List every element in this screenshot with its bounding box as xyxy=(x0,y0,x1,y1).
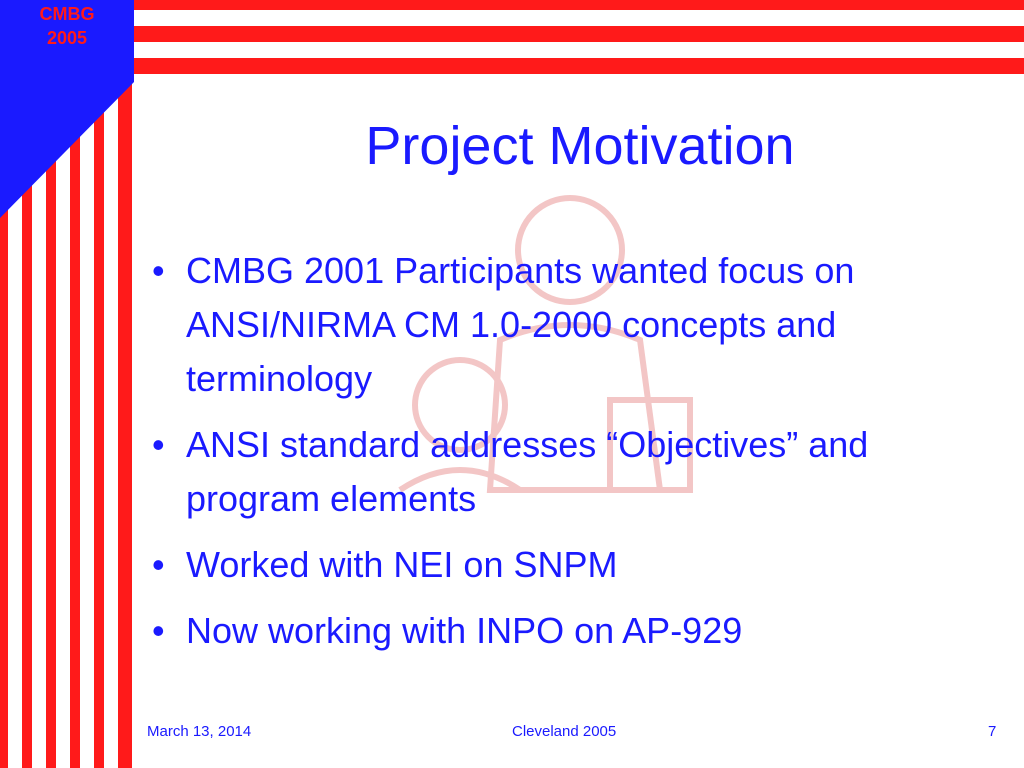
footer-date: March 13, 2014 xyxy=(147,723,252,740)
bullet-dot-icon: • xyxy=(152,424,165,465)
badge-line-1: CMBG xyxy=(39,4,95,24)
badge-line-2: 2005 xyxy=(46,28,88,48)
footer-page-number: 7 xyxy=(988,723,997,740)
bullet-dot-icon: • xyxy=(152,544,165,585)
bullet-item xyxy=(146,604,1006,658)
top-stripe-1 xyxy=(134,0,1024,10)
bullet-text: ANSI standard addresses “Objectives” and program elements xyxy=(186,424,869,519)
bullet-dot-icon: • xyxy=(152,250,165,291)
bullet-text: Worked with NEI on SNPM xyxy=(186,544,618,585)
bullet-item xyxy=(146,538,1006,592)
bullet-text: CMBG 2001 Participants wanted focus on ANSI/NIRMA CM 1.0-2000 concepts and terminology xyxy=(186,250,855,399)
bullet-list xyxy=(146,244,1006,670)
bullet-item xyxy=(146,418,1006,526)
side-stripe-6 xyxy=(118,0,132,768)
bullet-dot-icon: • xyxy=(152,610,165,651)
footer-event: Cleveland 2005 xyxy=(512,723,617,740)
slide-title: Project Motivation xyxy=(365,116,795,176)
top-stripe-3 xyxy=(134,58,1024,74)
cmbg-badge xyxy=(0,2,134,50)
bullet-item xyxy=(146,244,1006,406)
top-stripe-2 xyxy=(134,26,1024,42)
bullet-text: Now working with INPO on AP-929 xyxy=(186,610,743,651)
